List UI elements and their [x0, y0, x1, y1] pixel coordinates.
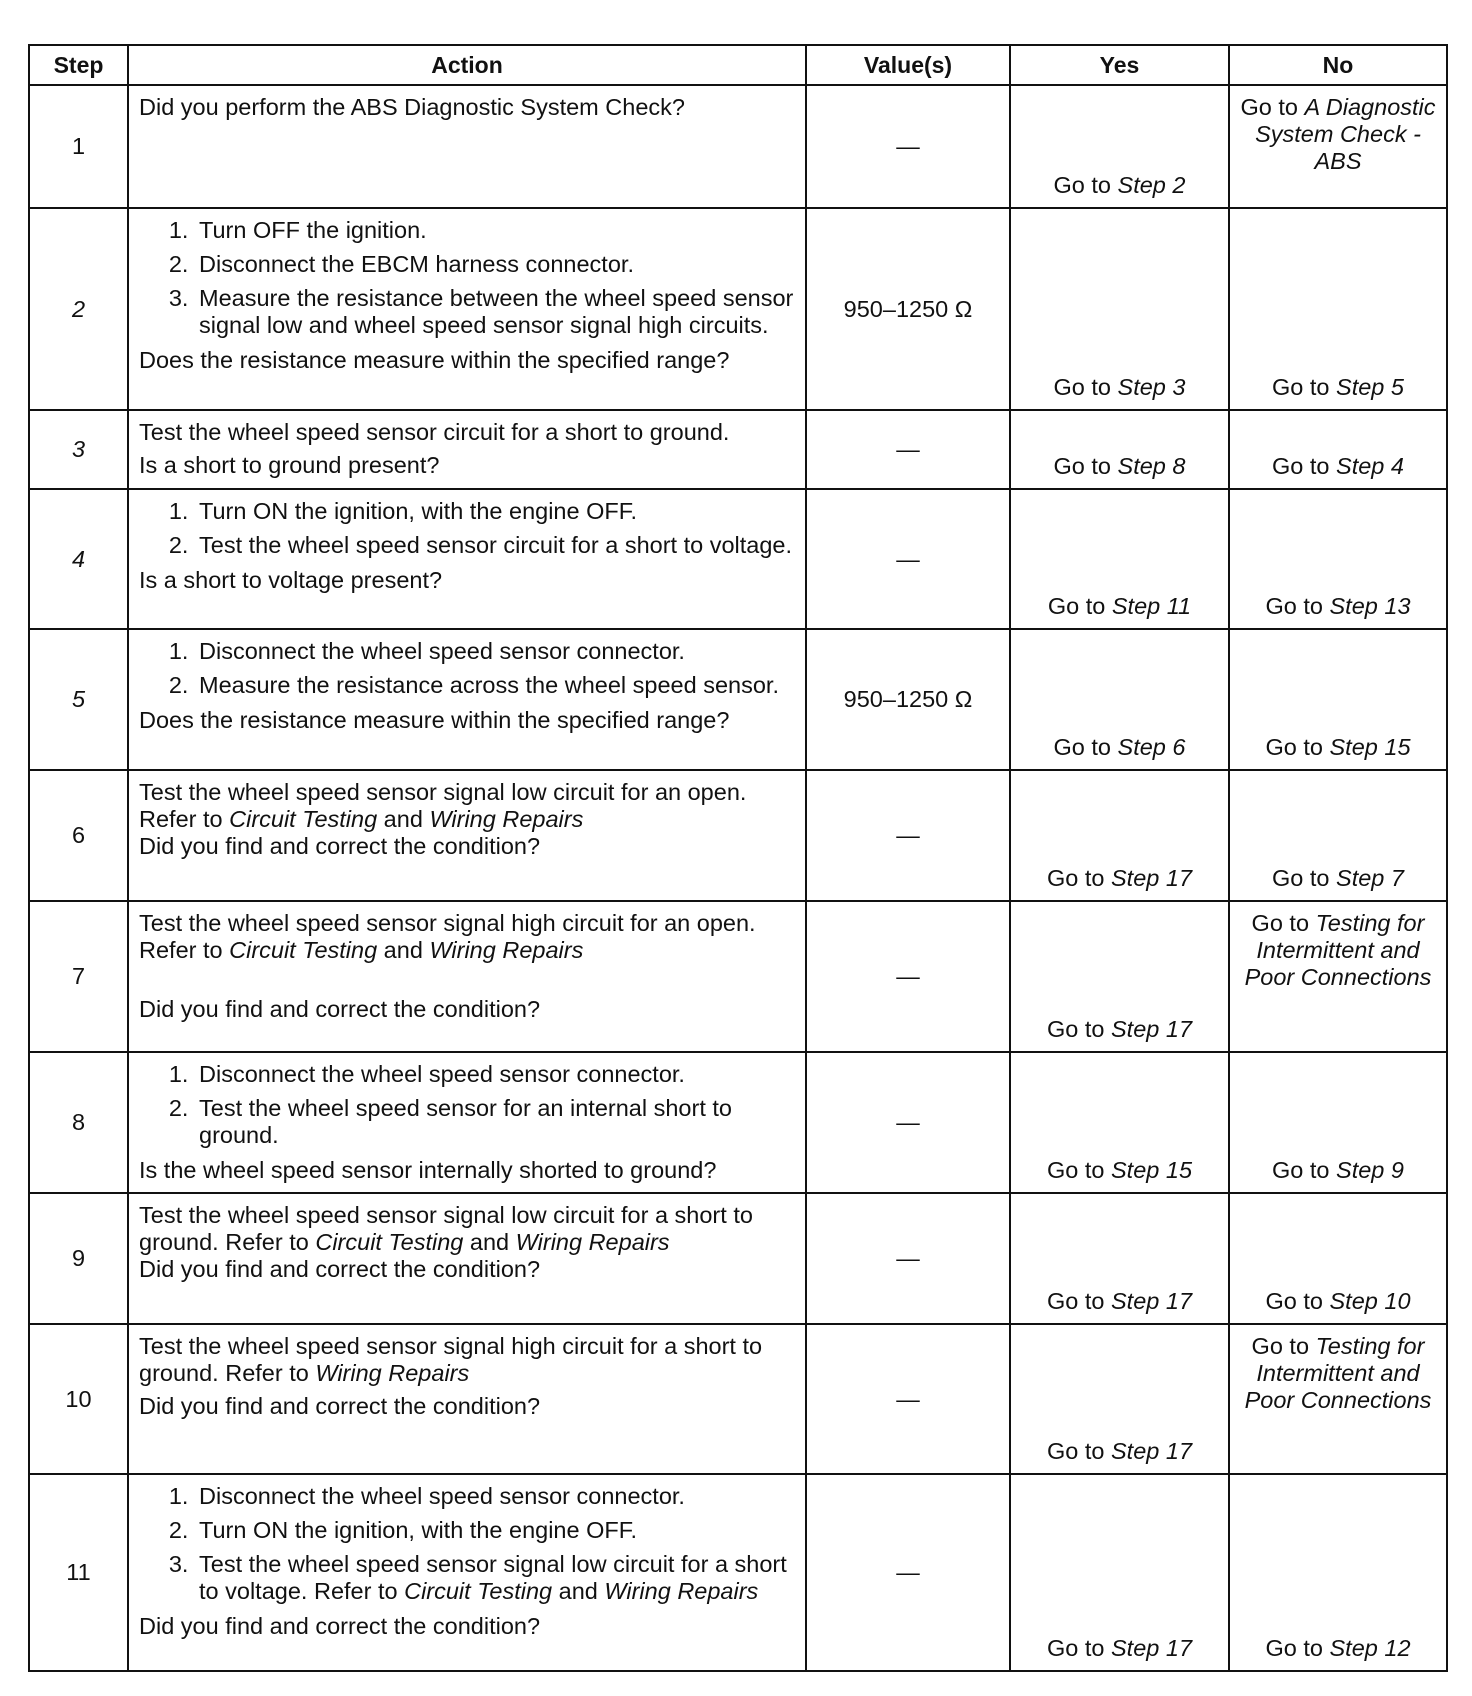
yes-step-ref: Step 17	[1111, 1438, 1193, 1464]
no-prefix: Go to	[1251, 1333, 1316, 1359]
no-prefix: Go to	[1265, 1635, 1330, 1661]
action-question: Does the resistance measure within the specified range?	[139, 347, 730, 373]
action-instruction: Test the wheel speed sensor signal high circuit for an open.	[139, 910, 756, 936]
yes-step-ref: Step 15	[1111, 1157, 1193, 1183]
no-step-ref: Step 15	[1329, 734, 1411, 760]
table-row	[29, 770, 1447, 901]
table-row	[29, 1052, 1447, 1193]
no-step-ref: Step 9	[1336, 1157, 1404, 1183]
yes-prefix: Go to	[1046, 1635, 1111, 1661]
action-question: Is the wheel speed sensor internally shorted to ground?	[139, 1157, 717, 1183]
no-prefix: Go to	[1272, 374, 1337, 400]
value-cell: —	[806, 489, 1010, 629]
yes-step-ref: Step 8	[1117, 453, 1186, 479]
header-yes: Yes	[1010, 45, 1229, 85]
action-cell	[128, 410, 806, 489]
no-prefix: Go to	[1251, 910, 1316, 936]
list-item: 2. Measure the resistance across the wheel speed sensor.	[195, 672, 795, 699]
value-cell: —	[806, 1324, 1010, 1474]
no-cell	[1229, 629, 1447, 770]
yes-cell	[1010, 629, 1229, 770]
yes-prefix: Go to	[1053, 734, 1118, 760]
action-cell	[128, 1052, 806, 1193]
value-cell: 950–1250 Ω	[806, 629, 1010, 770]
yes-step-ref: Step 17	[1111, 1635, 1193, 1661]
refer-prefix: Refer to	[225, 1360, 316, 1386]
yes-prefix: Go to	[1046, 1288, 1111, 1314]
no-prefix: Go to	[1265, 593, 1330, 619]
value-cell: —	[806, 410, 1010, 489]
refer-and: and	[377, 806, 430, 832]
yes-cell	[1010, 770, 1229, 901]
yes-cell	[1010, 85, 1229, 208]
action-question: Is a short to ground present?	[139, 452, 440, 478]
list-item: 3. Measure the resistance between the wheel speed sensor signal low and wheel speed sensor signal high circuits.	[195, 285, 795, 339]
action-cell	[128, 489, 806, 629]
no-cell	[1229, 1324, 1447, 1474]
action-question: Did you find and correct the condition?	[139, 1613, 541, 1639]
refer-prefix: Refer to	[139, 937, 230, 963]
no-prefix: Go to	[1240, 94, 1305, 120]
action-question: Did you find and correct the condition?	[139, 996, 541, 1022]
step-number: 1	[29, 85, 128, 208]
value-cell: —	[806, 85, 1010, 208]
no-prefix: Go to	[1272, 865, 1337, 891]
value-cell: —	[806, 770, 1010, 901]
list-item: 2. Disconnect the EBCM harness connector.	[195, 251, 795, 278]
table-row	[29, 1193, 1447, 1324]
refer-and: and	[463, 1229, 516, 1255]
no-step-ref: A Diagnostic System Check - ABS	[1255, 94, 1436, 174]
no-cell	[1229, 901, 1447, 1052]
refer-prefix: Refer to	[225, 1229, 316, 1255]
value-cell: —	[806, 901, 1010, 1052]
value-cell: 950–1250 Ω	[806, 208, 1010, 410]
reference-link: Wiring Repairs	[315, 1360, 470, 1386]
table-row	[29, 208, 1447, 410]
reference-link: Circuit Testing	[404, 1578, 553, 1604]
yes-cell	[1010, 1193, 1229, 1324]
list-item-text: Test the wheel speed sensor signal low circuit for a short to voltage.	[199, 1551, 787, 1604]
header-step: Step	[29, 45, 128, 85]
action-cell	[128, 208, 806, 410]
reference-link: Wiring Repairs	[604, 1578, 759, 1604]
step-number: 6	[29, 770, 128, 901]
yes-cell	[1010, 489, 1229, 629]
action-cell	[128, 901, 806, 1052]
action-instruction: Test the wheel speed sensor signal high circuit for a short to ground.	[139, 1333, 763, 1386]
yes-cell	[1010, 1052, 1229, 1193]
action-steps-list	[139, 498, 795, 563]
table-row	[29, 1474, 1447, 1671]
no-step-ref: Step 7	[1336, 865, 1404, 891]
refer-and: and	[377, 937, 430, 963]
list-item: 2. Test the wheel speed sensor circuit for a short to voltage.	[195, 532, 795, 559]
no-cell	[1229, 1474, 1447, 1671]
yes-step-ref: Step 17	[1111, 865, 1193, 891]
list-item: 1. Disconnect the wheel speed sensor connector.	[195, 1483, 795, 1510]
list-item: 1. Disconnect the wheel speed sensor connector.	[195, 638, 795, 665]
refer-prefix: Refer to	[313, 1578, 405, 1604]
yes-prefix: Go to	[1046, 865, 1111, 891]
no-step-ref: Testing for Intermittent and Poor Connections	[1244, 910, 1432, 990]
reference-link: Wiring Repairs	[429, 806, 584, 832]
no-prefix: Go to	[1272, 1157, 1337, 1183]
action-cell	[128, 770, 806, 901]
no-step-ref: Step 10	[1329, 1288, 1411, 1314]
step-number: 8	[29, 1052, 128, 1193]
no-prefix: Go to	[1265, 734, 1330, 760]
action-instruction: Test the wheel speed sensor signal low circuit for a short to ground.	[139, 1202, 753, 1255]
step-number: 2	[29, 208, 128, 410]
step-number: 11	[29, 1474, 128, 1671]
yes-step-ref: Step 17	[1111, 1288, 1193, 1314]
yes-prefix: Go to	[1046, 1016, 1111, 1042]
yes-prefix: Go to	[1047, 593, 1112, 619]
no-cell	[1229, 208, 1447, 410]
step-number: 4	[29, 489, 128, 629]
yes-step-ref: Step 2	[1117, 172, 1186, 198]
no-cell	[1229, 85, 1447, 208]
step-number: 7	[29, 901, 128, 1052]
no-prefix: Go to	[1272, 453, 1337, 479]
header-values: Value(s)	[806, 45, 1010, 85]
step-number: 3	[29, 410, 128, 489]
yes-cell	[1010, 1474, 1229, 1671]
list-item	[195, 1551, 795, 1605]
table-row	[29, 1324, 1447, 1474]
header-action: Action	[128, 45, 806, 85]
yes-prefix: Go to	[1053, 374, 1118, 400]
yes-cell	[1010, 410, 1229, 489]
step-number: 9	[29, 1193, 128, 1324]
table-row	[29, 85, 1447, 208]
action-steps-list	[139, 638, 795, 703]
table-row	[29, 901, 1447, 1052]
yes-prefix: Go to	[1053, 453, 1118, 479]
no-cell	[1229, 410, 1447, 489]
no-cell	[1229, 1193, 1447, 1324]
action-cell	[128, 85, 806, 208]
no-step-ref: Step 12	[1329, 1635, 1411, 1661]
yes-cell	[1010, 208, 1229, 410]
yes-step-ref: Step 3	[1117, 374, 1186, 400]
no-cell	[1229, 489, 1447, 629]
action-text	[139, 910, 795, 964]
action-text	[139, 779, 795, 833]
list-item: 2. Test the wheel speed sensor for an internal short to ground.	[195, 1095, 795, 1149]
yes-prefix: Go to	[1053, 172, 1118, 198]
no-step-ref: Step 5	[1336, 374, 1404, 400]
diagnostic-table-sheet	[28, 44, 1446, 1672]
list-item: 1. Disconnect the wheel speed sensor connector.	[195, 1061, 795, 1088]
action-text: Did you perform the ABS Diagnostic System Check?	[139, 94, 685, 120]
reference-link: Wiring Repairs	[515, 1229, 670, 1255]
header-row	[29, 45, 1447, 85]
action-steps-list	[139, 1061, 795, 1153]
reference-link: Circuit Testing	[229, 937, 378, 963]
diagnostic-table	[28, 44, 1448, 1672]
reference-link: Circuit Testing	[315, 1229, 464, 1255]
value-cell: —	[806, 1193, 1010, 1324]
yes-step-ref: Step 11	[1111, 593, 1192, 619]
table-row	[29, 489, 1447, 629]
step-number: 10	[29, 1324, 128, 1474]
action-text	[139, 1333, 795, 1387]
no-prefix: Go to	[1265, 1288, 1330, 1314]
action-question: Did you find and correct the condition?	[139, 1256, 541, 1282]
list-item: 1. Turn ON the ignition, with the engine OFF.	[195, 498, 795, 525]
no-step-ref: Testing for Intermittent and Poor Connections	[1244, 1333, 1432, 1413]
yes-cell	[1010, 1324, 1229, 1474]
table-row	[29, 410, 1447, 489]
yes-step-ref: Step 17	[1111, 1016, 1193, 1042]
action-cell	[128, 1193, 806, 1324]
refer-and: and	[552, 1578, 605, 1604]
no-step-ref: Step 13	[1329, 593, 1411, 619]
yes-cell	[1010, 901, 1229, 1052]
header-no: No	[1229, 45, 1447, 85]
refer-prefix: Refer to	[139, 806, 230, 832]
no-cell	[1229, 770, 1447, 901]
table-row	[29, 629, 1447, 770]
no-step-ref: Step 4	[1336, 453, 1404, 479]
list-item: 1. Turn OFF the ignition.	[195, 217, 795, 244]
reference-link: Wiring Repairs	[429, 937, 584, 963]
action-cell	[128, 629, 806, 770]
step-number: 5	[29, 629, 128, 770]
action-text: Test the wheel speed sensor circuit for a short to ground.	[139, 419, 730, 445]
value-cell: —	[806, 1052, 1010, 1193]
action-instruction: Test the wheel speed sensor signal low circuit for an open.	[139, 779, 747, 805]
action-steps-list	[139, 217, 795, 343]
value-cell: —	[806, 1474, 1010, 1671]
list-item: 2. Turn ON the ignition, with the engine OFF.	[195, 1517, 795, 1544]
yes-step-ref: Step 6	[1117, 734, 1186, 760]
action-steps-list	[139, 1483, 795, 1609]
action-cell	[128, 1474, 806, 1671]
action-question: Did you find and correct the condition?	[139, 1393, 541, 1419]
no-cell	[1229, 1052, 1447, 1193]
reference-link: Circuit Testing	[229, 806, 378, 832]
action-question: Is a short to voltage present?	[139, 567, 443, 593]
action-question: Did you find and correct the condition?	[139, 833, 541, 859]
yes-prefix: Go to	[1046, 1157, 1111, 1183]
action-cell	[128, 1324, 806, 1474]
action-text	[139, 1202, 795, 1256]
action-question: Does the resistance measure within the specified range?	[139, 707, 730, 733]
yes-prefix: Go to	[1046, 1438, 1111, 1464]
